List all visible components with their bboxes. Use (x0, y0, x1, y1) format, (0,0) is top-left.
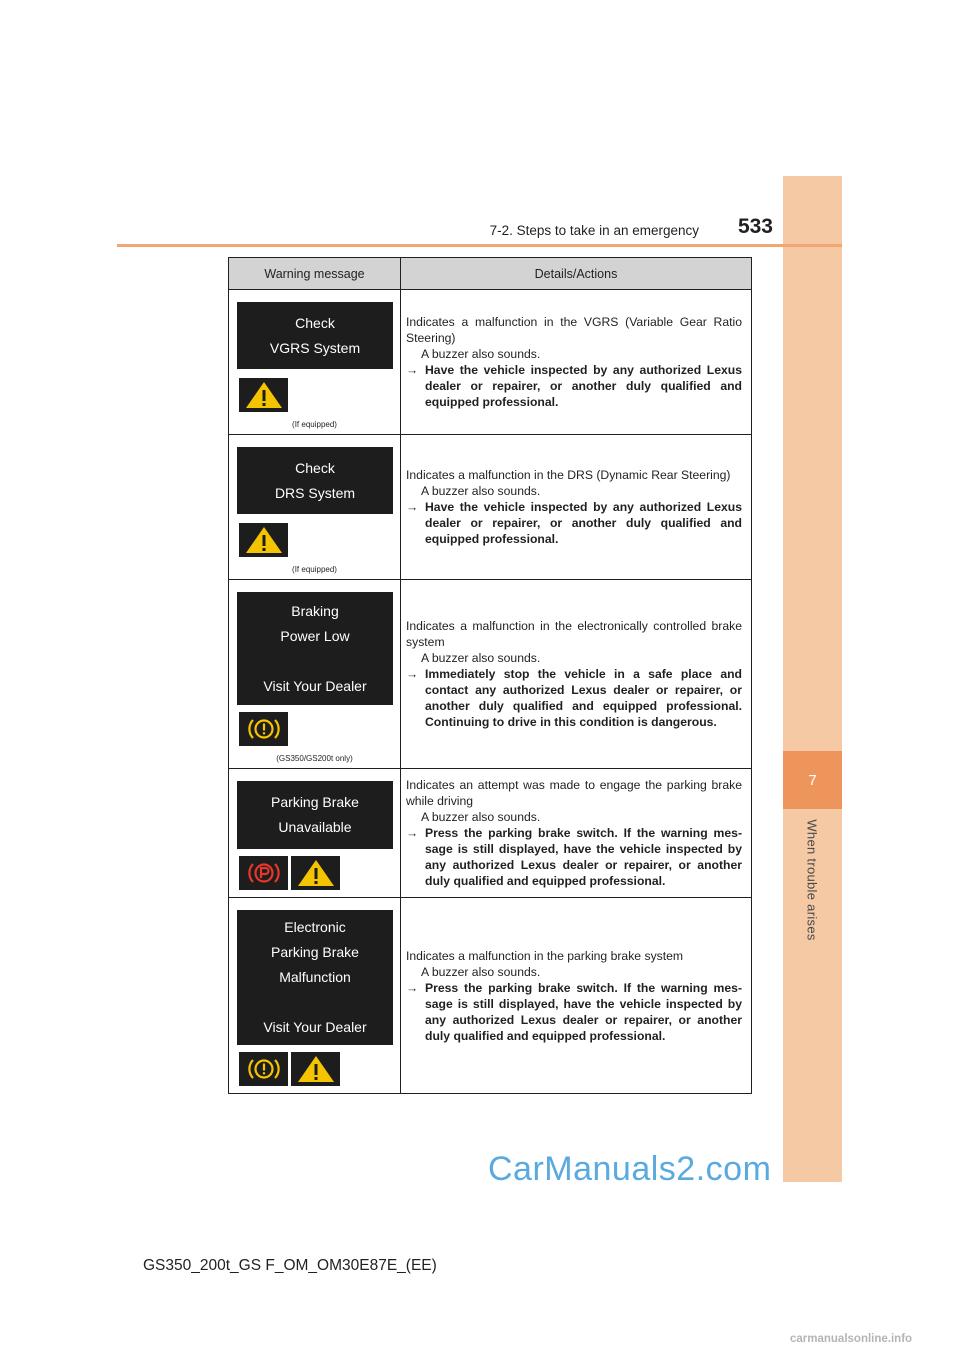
table-row (229, 769, 752, 898)
warning-triangle-icon (239, 523, 288, 557)
action-item (406, 499, 742, 547)
display-line: Braking (291, 602, 339, 619)
display-line: Power Low (280, 627, 350, 644)
buzzer-text: A buzzer also sounds. (421, 810, 541, 824)
message-display (237, 447, 393, 514)
message-cell (229, 898, 401, 1094)
message-cell (229, 435, 401, 580)
action-text: Immediately stop the vehicle in a safe place and contact any authorized Lexus dealer or repairer, or another duly qualified and equipped professional. Continuing to drive in this condition is dangerous. (425, 667, 742, 729)
document-code: GS350_200t_GS F_OM_OM30E87E_(EE) (143, 1257, 437, 1274)
arrow-icon: → (406, 826, 419, 840)
buzzer-text: A buzzer also sounds. (421, 484, 541, 498)
arrow-icon: → (406, 980, 419, 995)
details-cell (401, 290, 752, 435)
details-cell (401, 769, 752, 898)
chapter-label: When trouble arises (804, 819, 820, 941)
section-title: 7-2. Steps to take in an emergency (489, 223, 699, 238)
display-line: Visit Your Dealer (263, 677, 367, 694)
page-number: 533 (737, 215, 773, 238)
message-display (237, 302, 393, 369)
watermark-carmanualsonline: carmanualsonline.info (790, 1333, 913, 1345)
brake-system-icon (239, 1052, 288, 1086)
arrow-icon: → (406, 363, 419, 377)
action-item (406, 362, 742, 410)
chapter-number-tab[interactable]: 7 (783, 751, 842, 809)
warning-triangle-icon (239, 378, 288, 412)
arrow-icon: → (406, 667, 419, 681)
display-line: DRS System (274, 484, 356, 501)
table-row (229, 898, 752, 1094)
message-cell (229, 290, 401, 435)
equipment-note: (If equipped) (292, 565, 337, 574)
warning-triangle-icon (291, 1052, 340, 1086)
details-cell (401, 898, 752, 1094)
watermark-carmanuals2: CarManuals2.com (488, 1150, 772, 1188)
message-display (237, 910, 393, 1045)
table-row (229, 580, 752, 769)
display-line (237, 990, 393, 1015)
details-cell (401, 580, 752, 769)
message-display (237, 781, 393, 849)
detail-text: Indicates a malfunction in the DRS (Dynamic Rear Steering) (406, 468, 731, 482)
column-header-details: Details/Actions (401, 258, 752, 290)
display-line: Malfunction (279, 969, 351, 985)
action-text: Have the vehicle inspected by any authorized Lexus dealer or repairer, or another duly qualified and equipped professional. (425, 500, 742, 546)
arrow-icon: → (406, 500, 419, 514)
action-item (406, 825, 742, 889)
display-line: Unavailable (278, 819, 352, 835)
parking-brake-icon (239, 856, 288, 890)
display-line: Check (295, 314, 335, 331)
display-line: Parking Brake (271, 794, 359, 810)
action-text: Have the vehicle inspected by any authorized Lexus dealer or repairer, or another duly qualified and equipped professional. (425, 363, 742, 409)
display-line: Check (295, 459, 335, 476)
buzzer-text: A buzzer also sounds. (421, 964, 541, 979)
message-cell (229, 580, 401, 769)
action-item (406, 980, 742, 1044)
side-tab-strip (783, 176, 842, 1182)
display-line: VGRS System (269, 339, 361, 356)
display-line (237, 649, 393, 674)
display-line: Parking Brake (271, 944, 359, 960)
table-row (229, 435, 752, 580)
brake-system-icon (239, 712, 288, 746)
display-line: Visit Your Dealer (263, 1019, 367, 1035)
buzzer-text: A buzzer also sounds. (421, 347, 541, 361)
detail-text: Indicates a malfunction in the electronically controlled brake system (406, 619, 742, 649)
warning-message-table (228, 257, 752, 1094)
detail-text: Indicates a malfunction in the parking brake system (406, 948, 684, 963)
display-line: Electronic (284, 919, 346, 935)
message-display (237, 592, 393, 705)
detail-text: Indicates a malfunction in the VGRS (Variable Gear Ratio Steering) (406, 315, 742, 345)
warning-triangle-icon (291, 856, 340, 890)
header-rule (117, 244, 842, 247)
message-cell (229, 769, 401, 898)
action-text: Press the parking brake switch. If the warning mes-sage is still displayed, have the vehicle inspected by any authorized Lexus dealer or repairer, or another duly qualified and equipped professional. (425, 980, 742, 1043)
buzzer-text: A buzzer also sounds. (421, 651, 541, 665)
action-text: Press the parking brake switch. If the warning mes-sage is still displayed, have the vehicle inspected by any authorized Lexus dealer or repairer, or another duly qualified and equipped professional. (425, 826, 742, 888)
details-cell (401, 435, 752, 580)
equipment-note: (GS350/GS200t only) (276, 754, 353, 763)
table-row (229, 290, 752, 435)
detail-text: Indicates an attempt was made to engage the parking brake while driving (406, 778, 742, 808)
column-header-message: Warning message (229, 258, 401, 290)
equipment-note: (If equipped) (292, 420, 337, 429)
action-item (406, 666, 742, 730)
